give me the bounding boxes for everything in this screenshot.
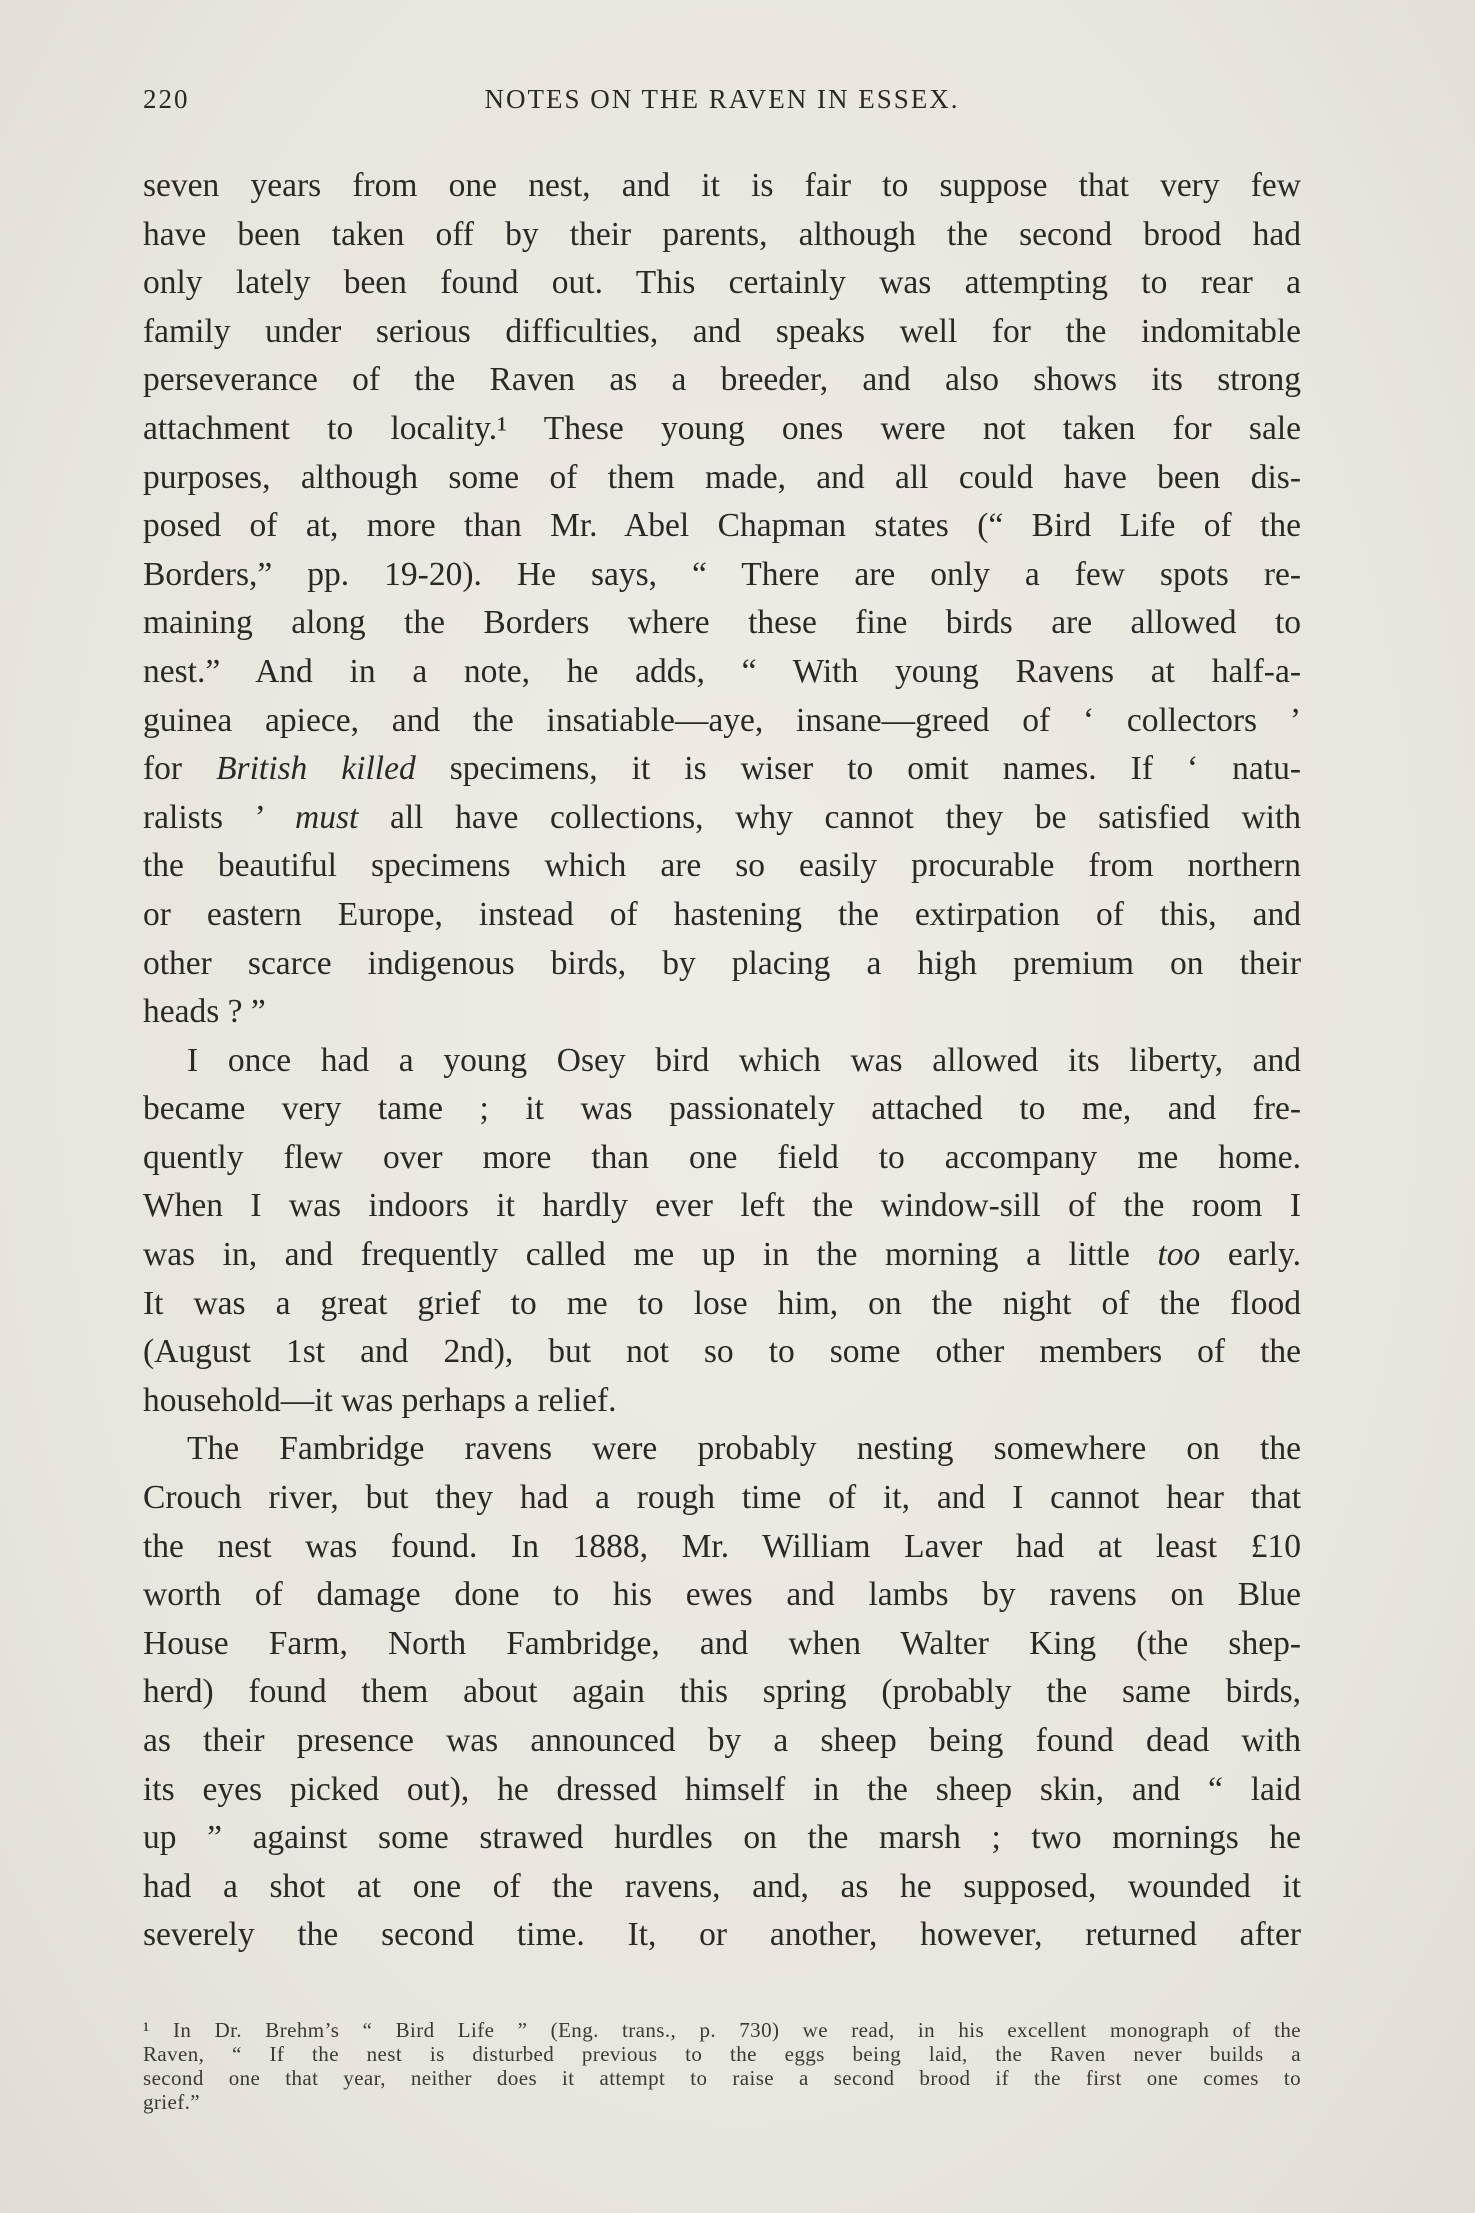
text-line: became very tame ; it was passionately attached to me, and fre- [143,1090,1301,1128]
text-line: It was a great grief to me to lose him, on the night of the flood [143,1284,1301,1322]
text-line: other scarce indigenous birds, by placing a high premium on their [143,944,1301,982]
text-line: worth of damage done to his ewes and lambs by ravens on Blue [143,1576,1301,1614]
text-line: seven years from one nest, and it is fair to suppose that very few [143,167,1301,204]
text-line: purposes, although some of them made, and all could have been dis- [143,458,1301,496]
footnote-line: grief.” [143,2090,201,2114]
paragraph [143,162,1301,1037]
text-line: had a shot at one of the ravens, and, as he supposed, wounded it [143,1867,1301,1905]
text-line: as their presence was announced by a sheep being found dead with [143,1722,1301,1759]
page-number: 220 [143,84,190,114]
text-line: heads ? ” [143,993,266,1031]
text-line: the nest was found. In 1888, Mr. William Laver had at least £10 [143,1527,1301,1565]
text-line: only lately been found out. This certainly was attempting to rear a [143,264,1301,302]
text-line: The Fambridge ravens were probably nesting somewhere on the [187,1430,1301,1468]
footnotes [143,2018,1301,2114]
page-header [143,84,1301,124]
footnote-line: second one that year, neither does it attempt to raise a second brood if the first one comes to [143,2066,1301,2090]
text-line: severely the second time. It, or another, however, returned after [143,1916,1301,1954]
text-line: House Farm, North Fambridge, and when Walter King (the shep- [143,1624,1301,1662]
paragraph [143,1425,1301,1960]
paragraph [143,1037,1301,1426]
text-line: guinea apiece, and the insatiable—aye, insane—greed of ‘ collectors ’ [143,701,1301,739]
text-line: its eyes picked out), he dressed himself in the sheep skin, and “ laid [143,1770,1301,1808]
text-line: I once had a young Osey bird which was allowed its liberty, and [187,1041,1301,1079]
text-line: up ” against some strawed hurdles on the marsh ; two mornings he [143,1819,1301,1857]
text-line: nest.” And in a note, he adds, “ With young Ravens at half-a- [143,652,1301,690]
text-line: the beautiful specimens which are so easily procurable from northern [143,847,1301,885]
text-line: herd) found them about again this spring (probably the same birds, [143,1673,1301,1711]
text-line: ralists ’ must all have collections, why cannot they be satisfied with [143,798,1301,836]
running-title: NOTES ON THE RAVEN IN ESSEX. [484,84,960,114]
text-line: have been taken off by their parents, although the second brood had [143,215,1301,253]
text-line: When I was indoors it hardly ever left the window-sill of the room I [143,1187,1301,1225]
text-line: household—it was perhaps a relief. [143,1381,617,1419]
text-line: posed of at, more than Mr. Abel Chapman states (“ Bird Life of the [143,507,1301,545]
footnote [143,2018,1301,2114]
text-line: Crouch river, but they had a rough time of it, and I cannot hear that [143,1479,1301,1517]
text-line: Borders,” pp. 19-20). He says, “ There are only a few spots re- [143,555,1301,593]
text-line: was in, and frequently called me up in the morning a little too early. [143,1236,1301,1274]
text-line: or eastern Europe, instead of hastening the extirpation of this, and [143,895,1301,933]
text-line: attachment to locality.¹ These young ones were not taken for sale [143,409,1301,447]
body-text [143,162,1301,1960]
text-line: quently flew over more than one field to accompany me home. [143,1138,1301,1176]
text-line: family under serious difficulties, and speaks well for the indomitable [143,312,1301,350]
footnote-line: ¹ In Dr. Brehm’s “ Bird Life ” (Eng. trans., p. 730) we read, in his excellent monograph of the [143,2018,1301,2042]
text-line: maining along the Borders where these fine birds are allowed to [143,604,1301,642]
text-line: (August 1st and 2nd), but not so to some other members of the [143,1333,1301,1371]
text-line: perseverance of the Raven as a breeder, and also shows its strong [143,361,1301,399]
text-line: for British killed specimens, it is wiser to omit names. If ‘ natu- [143,750,1301,788]
footnote-line: Raven, “ If the nest is disturbed previous to the eggs being laid, the Raven never builds a [143,2042,1301,2066]
